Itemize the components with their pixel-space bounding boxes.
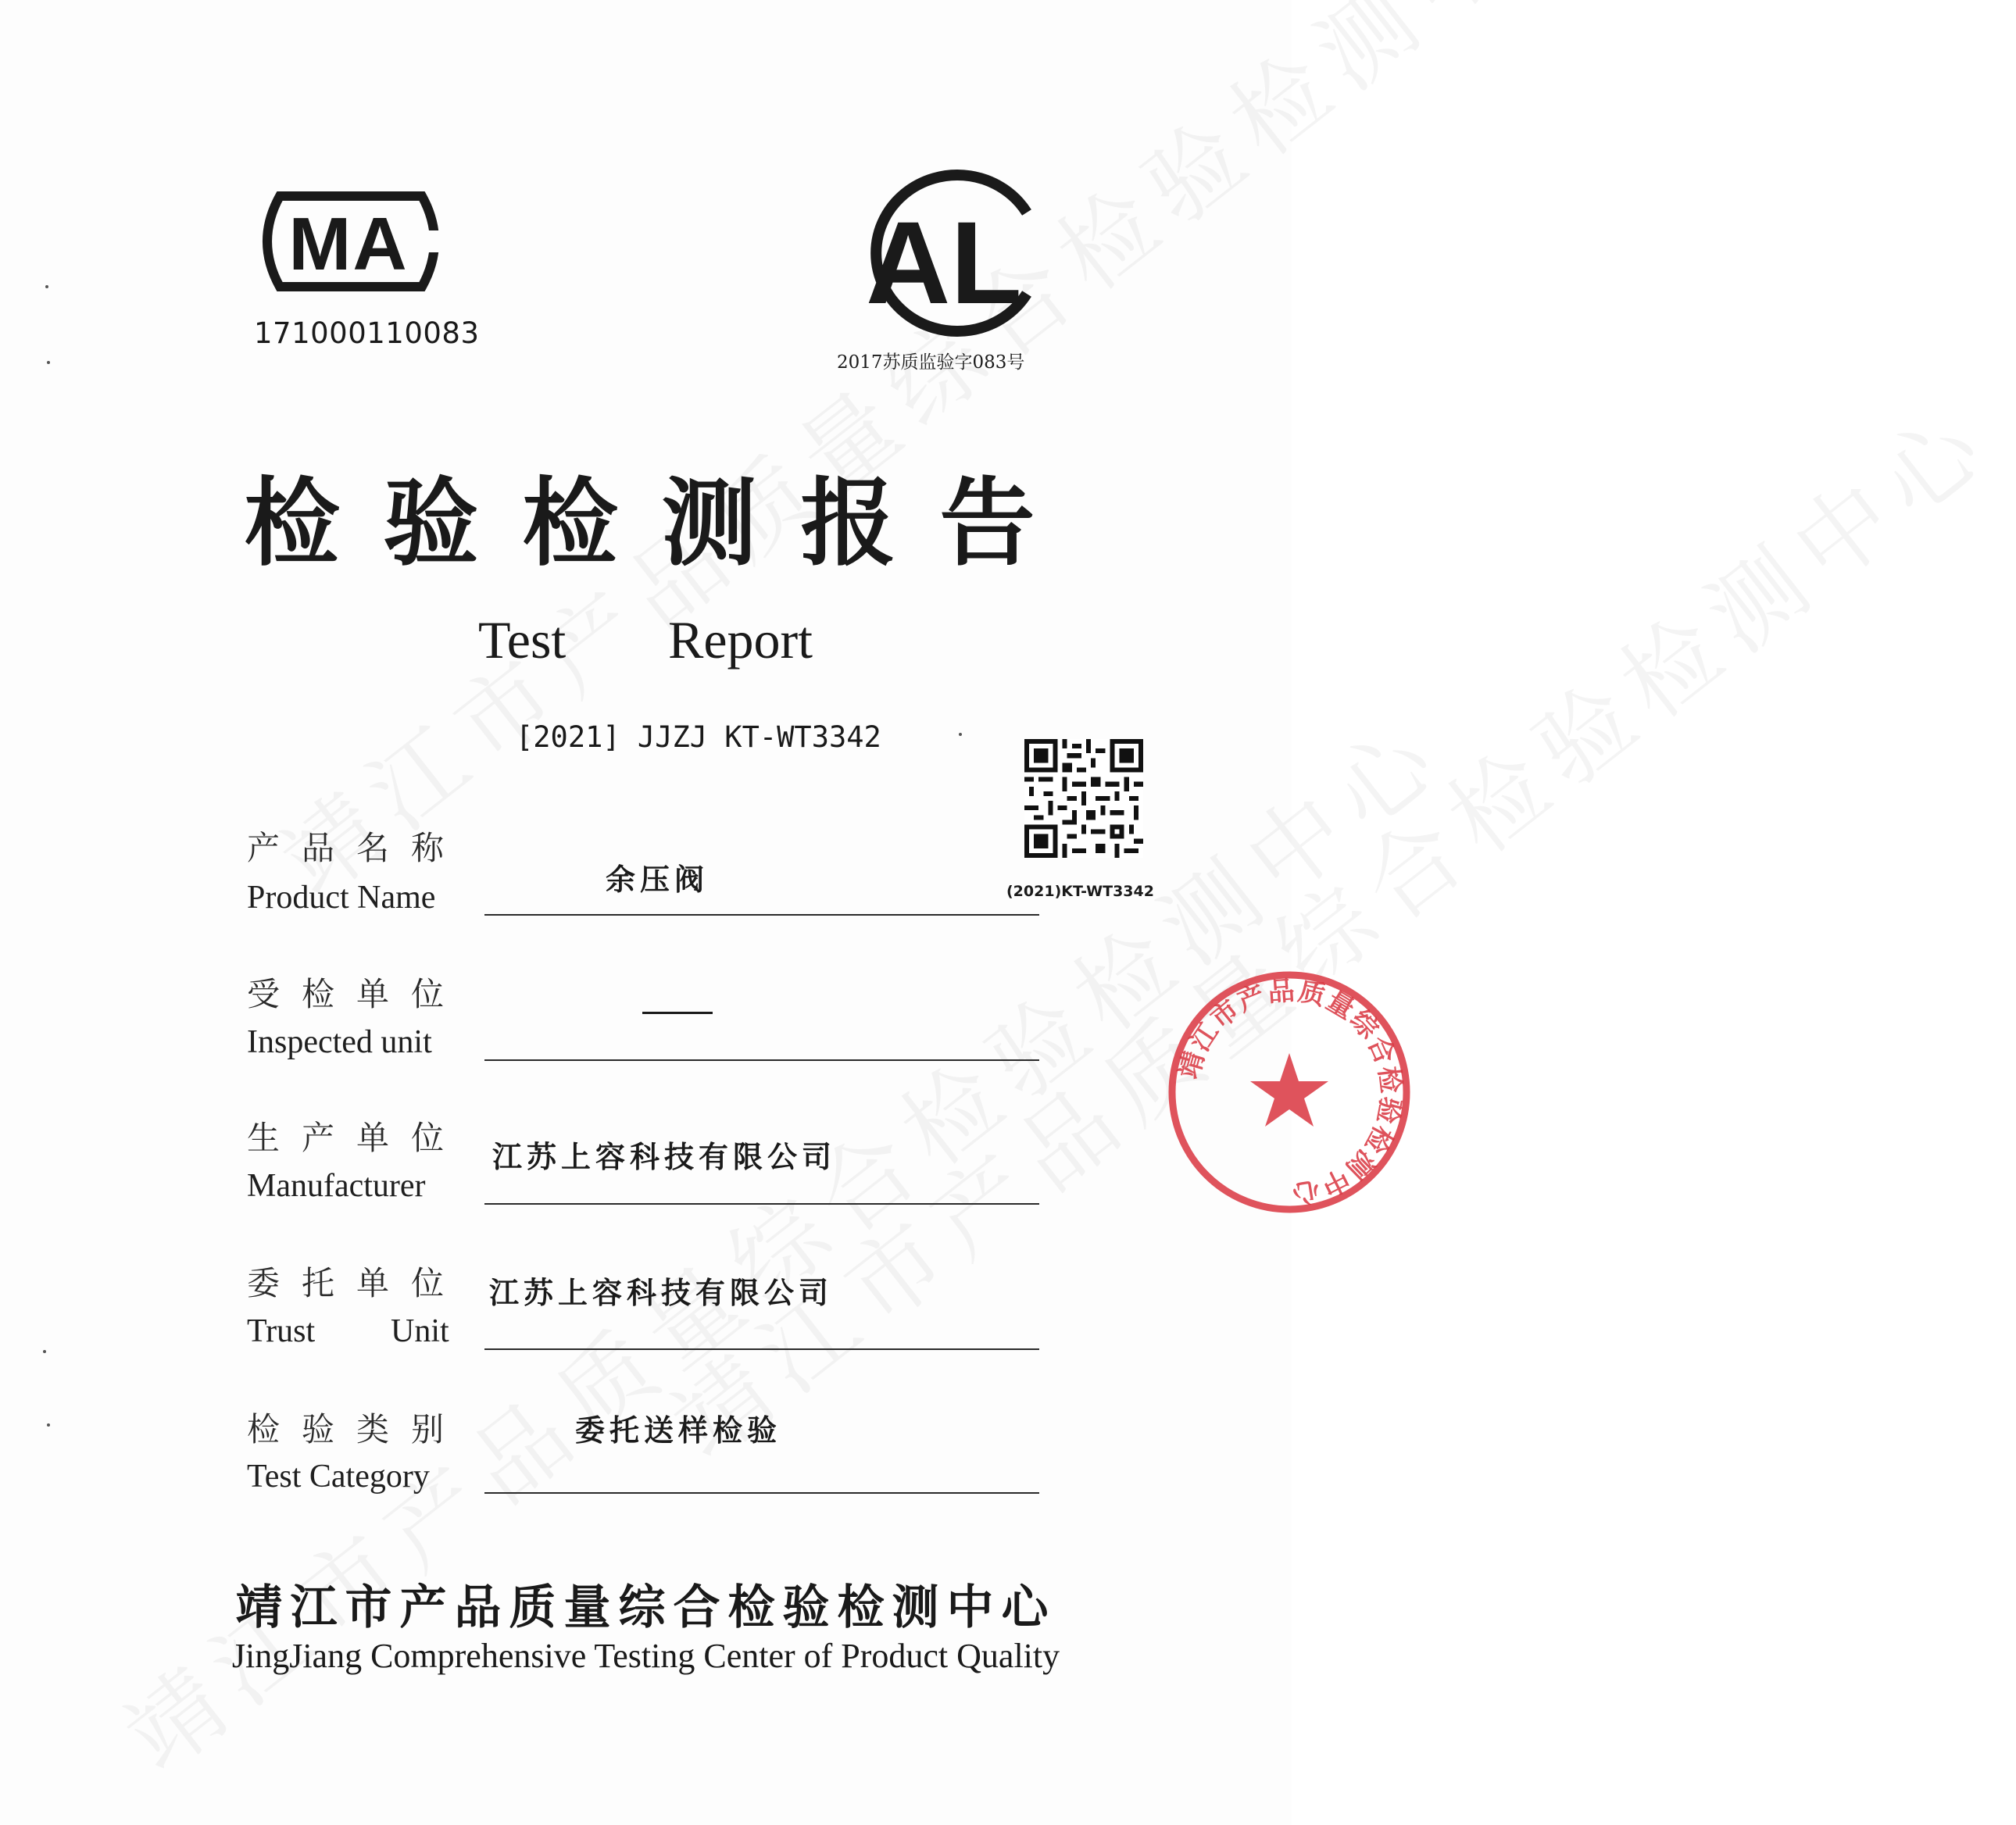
svg-text:靖江市产品质量综合检验检测中心: 靖江市产品质量综合检验检测中心 (1173, 975, 1407, 1209)
test-category-label-cn: 检验类别 (247, 1410, 466, 1448)
cal-logo (833, 172, 1046, 334)
svg-text:MA: MA (288, 202, 409, 286)
test-category-value: 委托送样检验 (575, 1412, 782, 1448)
inspected-unit-dash (642, 1012, 713, 1014)
test-category-underline (484, 1492, 1039, 1494)
report-title-english-test: Test (478, 610, 567, 670)
inspected-unit-label-en: Inspected unit (247, 1024, 432, 1060)
scan-speck (47, 361, 50, 364)
product-name-underline (484, 914, 1039, 916)
scan-speck (45, 285, 48, 288)
manufacturer-label-en: Manufacturer (247, 1168, 426, 1204)
svg-text:AL: AL (866, 197, 1022, 328)
product-name-value: 余压阀 (606, 862, 710, 897)
scan-speck (959, 733, 962, 736)
trust-unit-label-cn: 委托单位 (247, 1264, 466, 1302)
scan-speck (47, 1423, 50, 1427)
qr-code (1024, 739, 1143, 858)
watermark (250, 0, 1626, 922)
scan-speck (43, 1350, 46, 1353)
trust-unit-value: 江苏上容科技有限公司 (489, 1275, 834, 1310)
cal-number: 2017苏质监验字083号 (837, 352, 1025, 373)
report-number: [2021] JJZJ KT-WT3342 (516, 720, 881, 754)
inspected-unit-label-cn: 受检单位 (247, 975, 466, 1013)
cma-number: 171000110083 (254, 316, 480, 350)
manufacturer-label-cn: 生产单位 (247, 1119, 466, 1157)
report-title-chinese: 检验检测报告 (244, 466, 1079, 579)
product-name-label-cn: 产品名称 (247, 829, 466, 867)
qr-caption: (2021)KT-WT3342 (1006, 883, 1154, 900)
trust-unit-label-en-trust: Trust (247, 1313, 316, 1349)
manufacturer-value: 江苏上容科技有限公司 (492, 1139, 837, 1174)
manufacturer-underline (484, 1203, 1039, 1205)
test-category-label-en: Test Category (247, 1459, 430, 1495)
testing-center-name-cn: 靖江市产品质量综合检验检测中心 (235, 1580, 1056, 1635)
trust-unit-underline (484, 1348, 1039, 1350)
cma-logo (248, 191, 453, 291)
trust-unit-label-en-unit: Unit (391, 1313, 449, 1349)
official-seal (1164, 967, 1414, 1217)
testing-center-name-en: JingJiang Comprehensive Testing Center of Product Quality (231, 1637, 1060, 1675)
product-name-label-en: Product Name (247, 880, 436, 916)
report-title-english-report: Report (668, 610, 813, 670)
inspected-unit-underline (484, 1059, 1039, 1061)
